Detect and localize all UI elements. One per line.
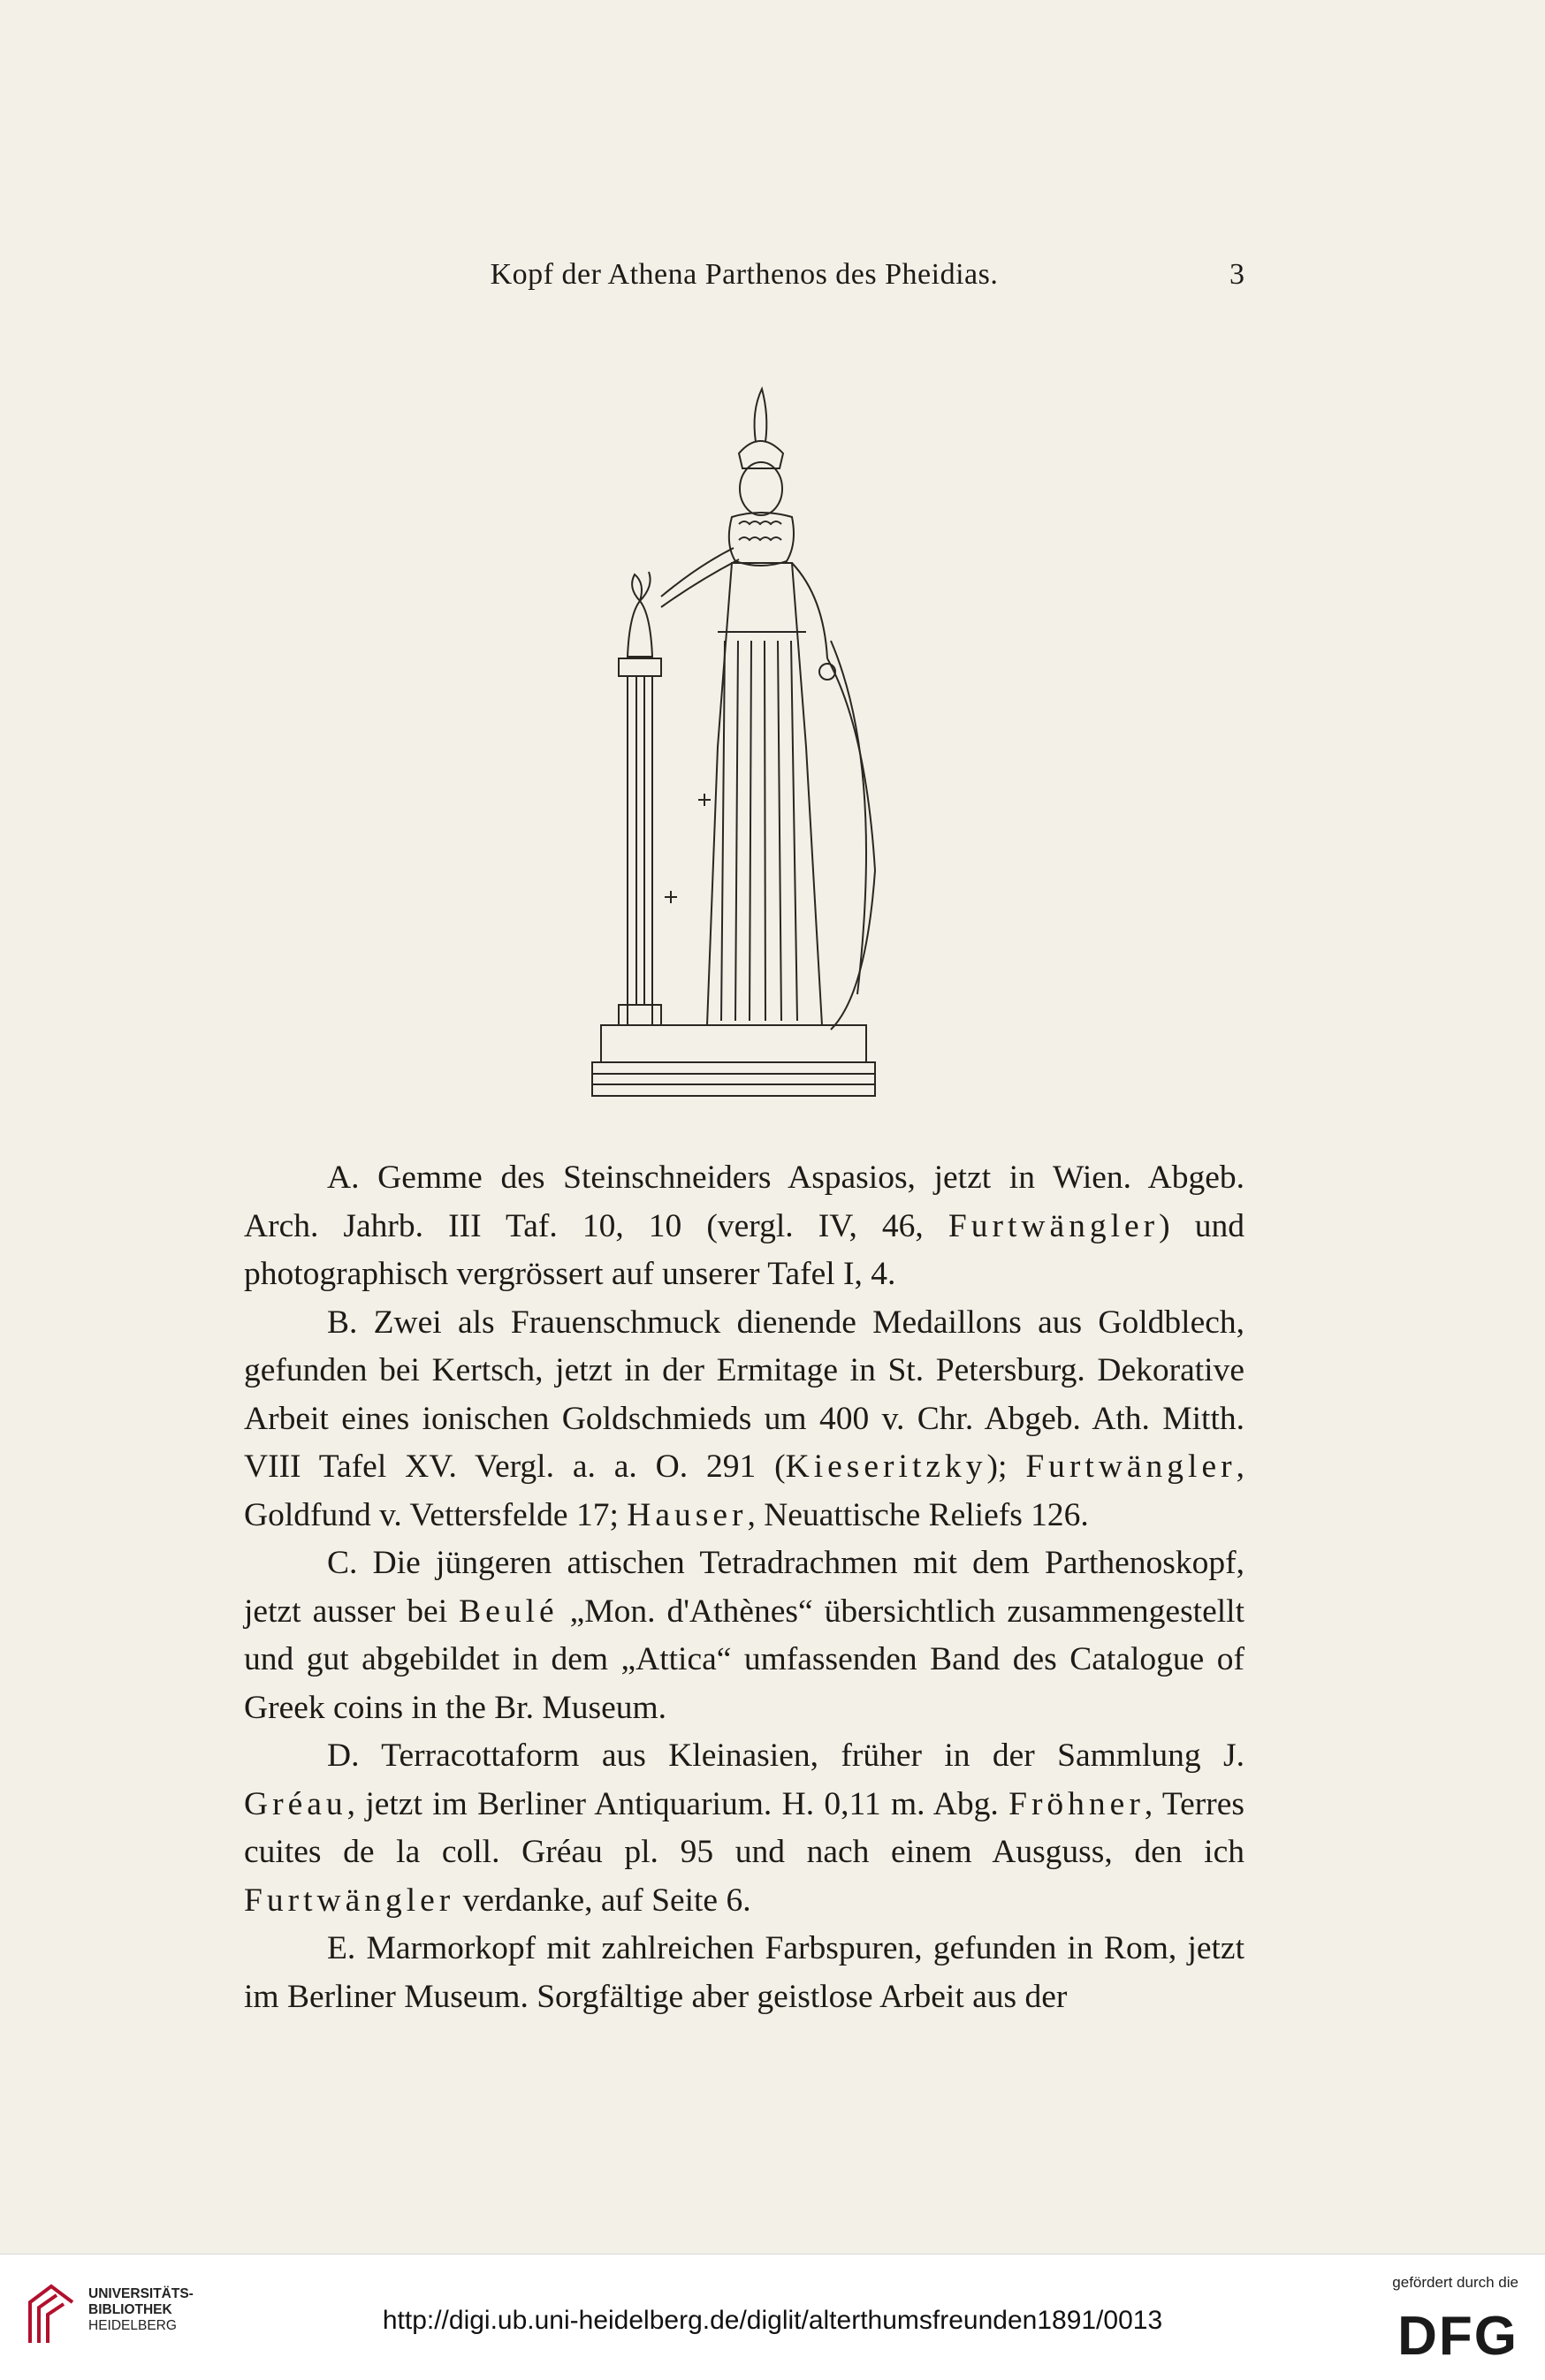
dfg-logo: DFG	[1397, 2306, 1518, 2367]
goddess-face	[740, 462, 782, 515]
library-name: UNIVERSITÄTS- BIBLIOTHEK HEIDELBERG	[88, 2286, 194, 2333]
athena-statue-illustration	[566, 376, 919, 1100]
nike-figure	[628, 601, 652, 657]
athena-statue-icon	[566, 376, 919, 1100]
statue-plinth	[601, 1025, 866, 1062]
digitization-footer	[0, 2254, 1545, 2380]
page-number: 3	[1229, 258, 1244, 291]
entry-e: E. Marmorkopf mit zahlreichen Farbspuren, gefunden in Rom, jetzt im Berliner Museum. Sorgfältige aber geistlose Arbeit aus der	[244, 1930, 1244, 2015]
statue-base	[592, 1062, 875, 1096]
permalink-url[interactable]: http://digi.ub.uni-heidelberg.de/diglit/alterthumsfreunden1891/0013	[382, 2306, 1163, 2335]
entry-d: D. Terracottaform aus Kleinasien, früher in der Sammlung J. Gréau, jetzt im Berliner Antiquarium. H. 0,11 m. Abg. Fröhner, Terres cuites de la coll. Gréau pl. 95 und nach einem Ausguss, den ich Furtwängler verdanke, auf Seite 6.	[244, 1737, 1245, 1919]
running-head	[244, 258, 1244, 297]
catalogue-entries	[244, 1154, 1244, 2021]
column-shaft	[628, 676, 652, 1025]
shield	[827, 658, 875, 1030]
funding-note: gefördert durch die	[1392, 2274, 1518, 2291]
entry-b: B. Zwei als Frauenschmuck dienende Medaillons aus Goldblech, gefunden bei Kertsch, jetzt in der Ermitage in St. Petersburg. Dekorative Arbeit eines ionischen Goldschmieds um 400 v. Chr. Abgeb. Ath. Mitth. VIII Tafel XV. Vergl. a. a. O. 291 (Kieseritzky); Furtwängler, Goldfund v. Vettersfelde 17; Hauser, Neuattische Reliefs 126.	[244, 1304, 1244, 1533]
helmet	[739, 441, 783, 468]
helmet-crest	[755, 389, 767, 442]
running-title: Kopf der Athena Parthenos des Pheidias.	[490, 258, 999, 291]
entry-c: C. Die jüngeren attischen Tetradrachmen mit dem Parthenoskopf, jetzt ausser bei Beulé „Mon. d'Athènes“ übersichtlich zusammengestellt und gut abgebildet in dem „Attica“ umfassenden Band des Catalogue of Greek coins in the Br. Museum.	[244, 1545, 1244, 1726]
entry-a: A. Gemme des Steinschneiders Aspasios, jetzt in Wien. Abgeb. Arch. Jahrb. III Taf. 10, 10 (vergl. IV, 46, Furtwängler) und photographisch vergrössert auf unserer Tafel I, 4.	[244, 1160, 1244, 1292]
